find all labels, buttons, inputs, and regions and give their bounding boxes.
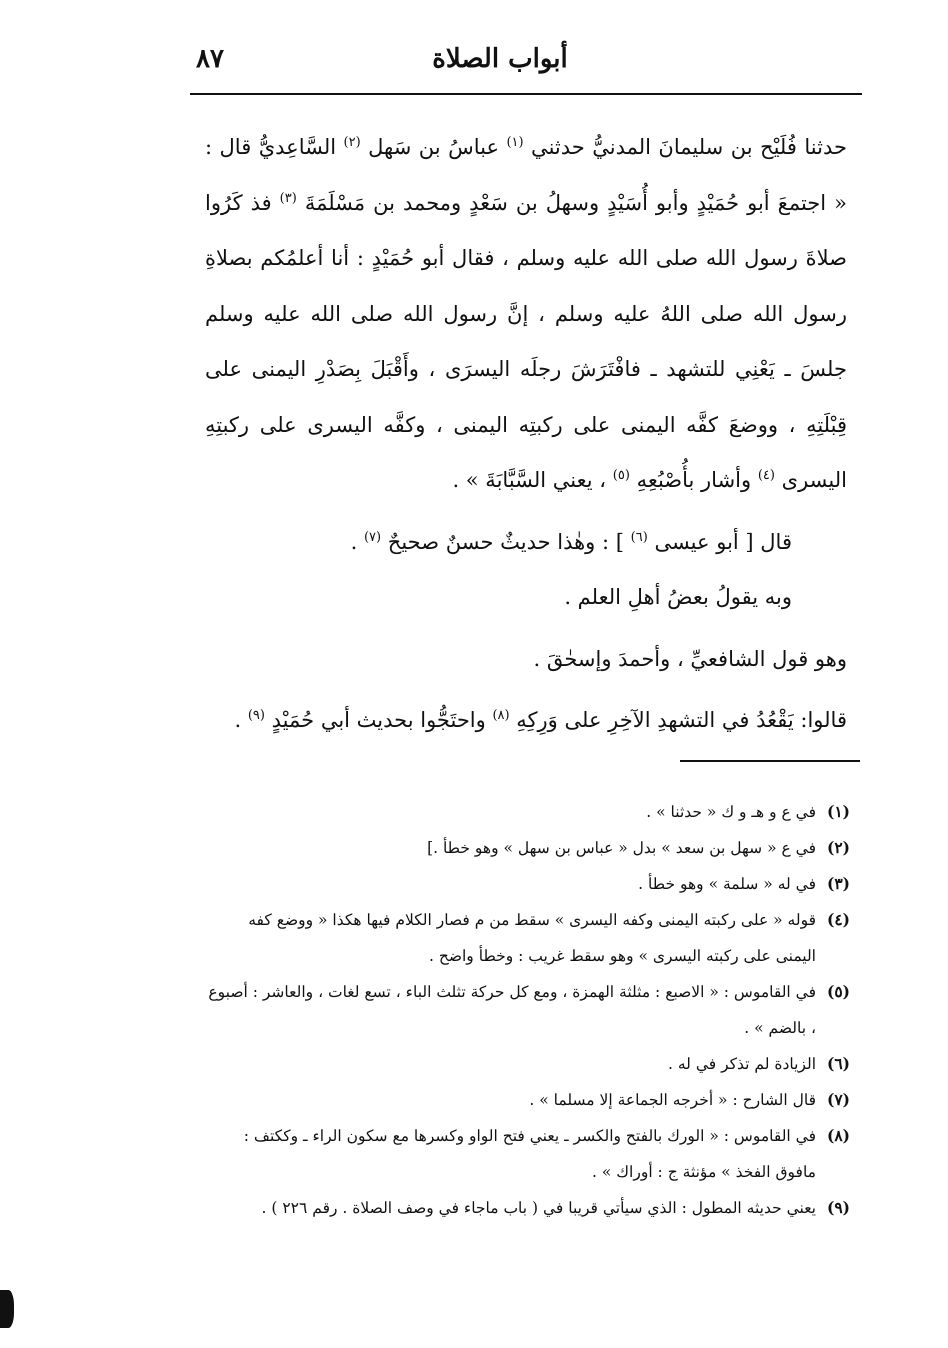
- footnote-text: في القاموس : « الورك بالفتح والكسر ـ يعني فتح الواو وكسرها مع سكون الراء ـ وككتف : مافوق الفخذ » مؤنثة ج : أوراك » .: [243, 1127, 816, 1181]
- text-run: .: [234, 708, 248, 732]
- footnote-item: [205, 1046, 850, 1082]
- text-run: قال [ أبو عيسى: [647, 529, 792, 554]
- running-header-title: أبواب الصلاة: [432, 44, 568, 74]
- footnote-marker: (٧): [363, 529, 382, 545]
- footnote-marker: (١): [506, 135, 524, 150]
- footnote-marker: (٨): [492, 708, 510, 723]
- footnote-number: (٩): [826, 1198, 850, 1217]
- text-run: عباسُ بن سَهل: [360, 135, 507, 159]
- text-run: فذ كَرُوا صلاةَ رسول الله صلى الله عليه وسلم ، فقال أبو حُمَيْدٍ : أنا أعلمُكم بصلاةِ رسول الله صلى اللهُ عليه وسلم ، إنَّ رسول الله صلى الله عليه وسلم جلسَ ـ يَعْنِي للتشهد ـ فافْتَرَشَ رجلَه اليسرَى ، وأَقْبَلَ بِصَدْرِ اليمنى على قِبْلَتِهِ ، ووضعَ كفَّه اليمنى على ركبتِه اليمنى ، وكفَّه اليسرى على ركبتِهِ اليسرى: [205, 190, 847, 492]
- hadith-paragraph: [205, 120, 847, 509]
- footnote-text: في له « سلمة » وهو خطأ .: [638, 875, 816, 893]
- footnote-marker: (٢): [343, 135, 361, 150]
- footnotes-list: [205, 794, 850, 1226]
- footnote-marker: (٣): [279, 190, 297, 206]
- footnote-number: (١): [826, 802, 850, 821]
- footnote-item: [205, 794, 850, 830]
- footnote-text: قوله « على ركبته اليمنى وكفه اليسرى » سقط من م فصار الكلام فيها هكذا « ووضع كفه اليمنى على ركبته اليسرى » وهو سقط غريب : وخطأ واضح .: [248, 911, 816, 965]
- footnote-divider: [680, 760, 860, 762]
- text-run: ، يعني السَّبَّابَةَ » .: [452, 468, 613, 492]
- footnote-marker: (٥): [612, 468, 630, 483]
- text-run: السَّاعِديُّ قال : « اجتمعَ أبو حُمَيْدٍ وأبو أُسَيْدٍ وسهلُ بن سَعْدٍ ومحمد بن مَسْلَمَةَ: [205, 135, 847, 215]
- footnote-number: (٦): [826, 1054, 850, 1073]
- footnote-marker: (٩): [247, 708, 265, 723]
- page-number: ٨٧: [196, 44, 224, 74]
- footnote-marker: (٤): [757, 468, 775, 483]
- footnote-item: [205, 866, 850, 902]
- footnote-marker: (٦): [630, 529, 648, 545]
- footnote-number: (٢): [826, 838, 850, 857]
- footnote-text: في ع « سهل بن سعد » بدل « عباس بن سهل » وهو خطأ .]: [427, 839, 816, 857]
- imams-line: وهو قول الشافعيِّ ، وأحمدَ وإسحٰقَ .: [533, 646, 847, 671]
- footnote-number: (٤): [826, 910, 850, 929]
- footnote-number: (٧): [826, 1090, 850, 1109]
- footnote-text: في القاموس : « الاصبع : مثلثة الهمزة ، ومع كل حركة تثلث الباء ، تسع لغات ، والعاشر : أصبوع ، بالضم » .: [208, 983, 816, 1037]
- footnote-item: [205, 1190, 850, 1226]
- header-divider: [190, 93, 862, 95]
- conclusion-line: [205, 693, 847, 749]
- footnote-number: (٨): [826, 1126, 850, 1145]
- text-run: قالوا: يَقْعُدُ في التشهدِ الآخِرِ على وَرِكِهِ: [509, 708, 847, 732]
- text-run: وأشار بأُصْبُعِهِ: [629, 468, 758, 492]
- footnote-item: [205, 974, 850, 1046]
- footnote-item: [205, 830, 850, 866]
- scan-ink-mark: [0, 1290, 14, 1328]
- footnote-number: (٥): [826, 982, 850, 1001]
- scholars-line: وبه يقولُ بعضُ أهلِ العلم .: [564, 585, 792, 609]
- grading-line: [205, 515, 847, 571]
- footnote-number: (٣): [826, 874, 850, 893]
- footnote-item: [205, 902, 850, 974]
- footnote-text: في ع و هـ و ك « حدثنا » .: [646, 803, 816, 821]
- main-text: [205, 120, 847, 749]
- footnote-text: الزيادة لم تذكر في له .: [668, 1055, 816, 1073]
- text-run: حدثنا فُلَيْح بن سليمانَ المدنيُّ حدثني: [523, 135, 847, 159]
- text-run: واحتَجُّوا بحديث أبي حُمَيْدٍ: [264, 708, 493, 732]
- footnote-item: [205, 1082, 850, 1118]
- text-run: ] : وهٰذا حديثٌ حسنٌ صحيحٌ: [381, 529, 631, 554]
- footnote-item: [205, 1118, 850, 1190]
- text-run: .: [350, 529, 364, 554]
- footnote-text: يعني حديثه المطول : الذي سيأتي قريبا في ( باب ماجاء في وصف الصلاة . رقم ٢٢٦ ) .: [261, 1199, 816, 1217]
- footnote-text: قال الشارح : « أخرجه الجماعة إلا مسلما » .: [529, 1091, 816, 1109]
